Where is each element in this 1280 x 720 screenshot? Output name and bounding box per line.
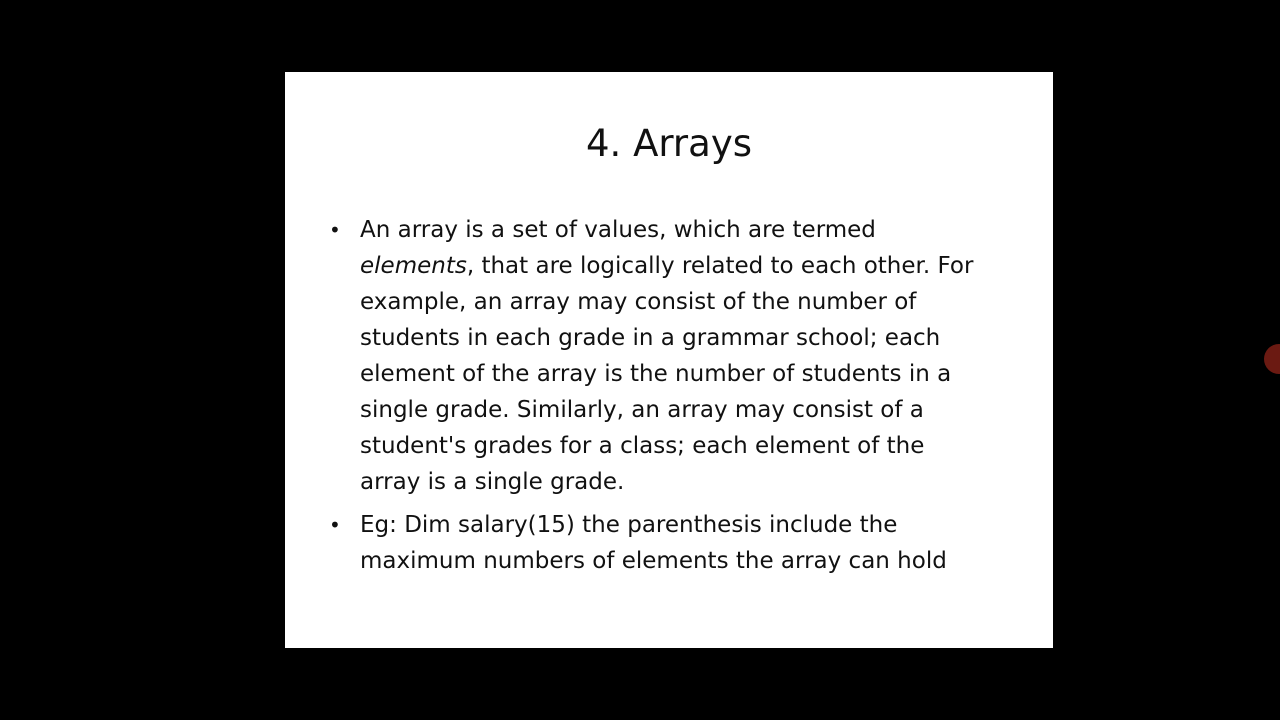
bullet-icon: • xyxy=(329,218,341,242)
bullet-text: Eg: Dim salary(15) the parenthesis include the maximum numbers of elements the array can hold xyxy=(360,512,947,574)
presentation-slide xyxy=(285,72,1053,648)
edge-indicator-icon xyxy=(1264,344,1280,374)
bullet-item-example xyxy=(327,507,987,579)
bullet-text-emphasis: elements xyxy=(360,253,467,279)
bullet-text-before: An array is a set of values, which are termed xyxy=(360,217,876,243)
bullet-text-after: , that are logically related to each other. For example, an array may consist of the number of students in each grade in a grammar school; each element of the array is the number of students in a single grade. Similarly, an array may consist of a student's grades for a class; each element of the array is a single grade. xyxy=(360,253,974,495)
bullet-icon: • xyxy=(329,513,341,537)
slide-title: 4. Arrays xyxy=(586,122,752,165)
bullet-item-array-definition xyxy=(327,212,987,500)
bullet-list xyxy=(327,212,987,586)
bullet-text xyxy=(360,217,973,495)
